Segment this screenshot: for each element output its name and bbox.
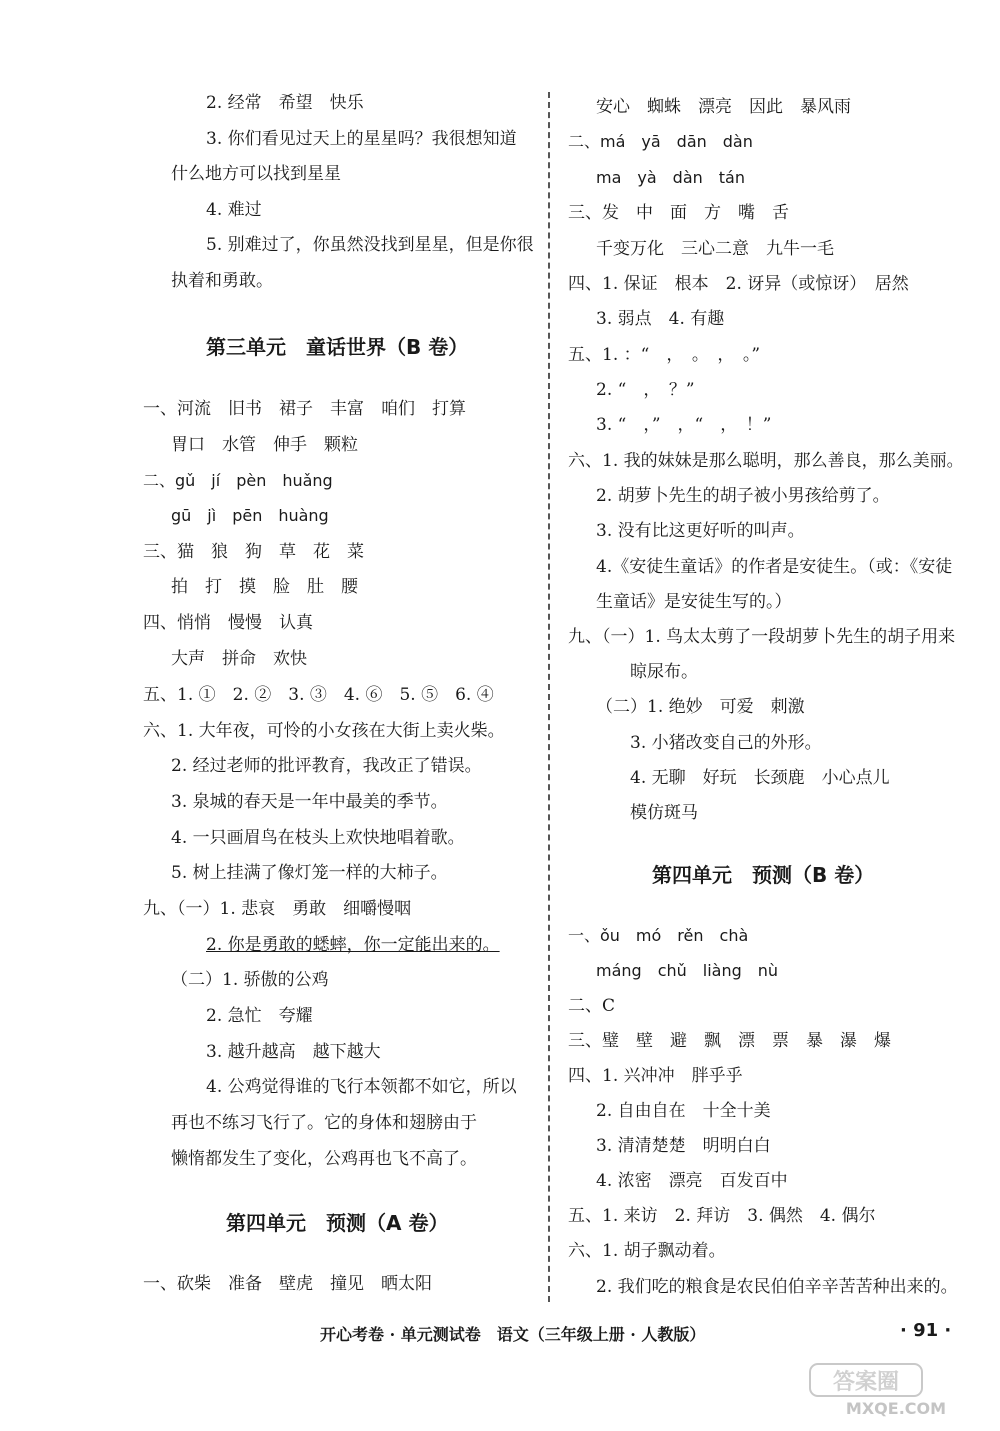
- answer-line: 2. 经常 希望 快乐: [206, 93, 364, 113]
- page-footer: [0, 1318, 1000, 1350]
- answer-line: 2. 经过老师的批评教育，我改正了错误。: [171, 756, 482, 776]
- answer-line: 九、（一）1. 鸟太太剪了一段胡萝卜先生的胡子用来: [568, 627, 956, 647]
- answer-line: 一、砍柴 准备 壁虎 撞见 晒太阳: [143, 1274, 432, 1294]
- answer-line: 4. 难过: [206, 200, 262, 220]
- answer-line: 什么地方可以找到星星: [171, 164, 341, 184]
- answer-line: 三、发 中 面 方 嘴 舌: [568, 203, 789, 223]
- answer-line: 六、1. 大年夜，可怜的小女孩在大街上卖火柴。: [143, 721, 505, 741]
- answer-line: 3. “ ，” ，“ ， ！”: [596, 415, 772, 435]
- answer-line: 执着和勇敢。: [171, 271, 273, 291]
- answer-line: 五、1. 来访 2. 拜访 3. 偶然 4. 偶尔: [568, 1206, 876, 1226]
- answer-line: 四、悄悄 慢慢 认真: [143, 613, 313, 633]
- answer-line: 四、1. 保证 根本 2. 讶异（或惊讶） 居然: [568, 274, 909, 294]
- answer-line: 六、1. 我的妹妹是那么聪明，那么善良，那么美丽。: [568, 451, 964, 471]
- answer-line: 安心 蜘蛛 漂亮 因此 暴风雨: [596, 97, 851, 117]
- answer-line: 五、1. ：“ ， 。 ， 。”: [568, 345, 761, 365]
- pinyin-line: 二、má yā dān dàn: [568, 132, 753, 151]
- answer-line: 2. “ ， ？”: [596, 380, 695, 400]
- pinyin-line: máng chǔ liàng nù: [596, 961, 779, 980]
- answer-line: 3. 小猪改变自己的外形。: [630, 733, 822, 753]
- answer-line: 千变万化 三心二意 九牛一毛: [596, 239, 834, 259]
- answer-line: 2. 你是勇敢的蟋蟀，你一定能出来的。: [206, 935, 500, 955]
- pinyin-line: 二、gǔ jí pèn huǎng: [143, 471, 333, 490]
- answer-line: 4. 一只画眉鸟在枝头上欢快地唱着歌。: [171, 828, 465, 848]
- answer-line: 5. 别难过了，你虽然没找到星星，但是你很: [206, 235, 534, 255]
- pinyin-line: ma yà dàn tán: [596, 168, 745, 187]
- answer-line: 拍 打 摸 脸 肚 腰: [171, 577, 358, 597]
- pinyin-line: 一、ǒu mó rěn chà: [568, 926, 749, 945]
- answer-line: 懒惰都发生了变化，公鸡再也飞不高了。: [171, 1149, 477, 1169]
- answer-line: （二）1. 绝妙 可爱 刺激: [596, 697, 805, 717]
- answer-line: 3. 泉城的春天是一年中最美的季节。: [171, 792, 448, 812]
- answer-line: 一、河流 旧书 裙子 丰富 咱们 打算: [143, 399, 466, 419]
- footer-title: 开心考卷 · 单元测试卷 语文（三年级上册 · 人教版）: [320, 1325, 706, 1344]
- answer-line: 2. 我们吃的粮食是农民伯伯辛辛苦苦种出来的。: [596, 1277, 958, 1297]
- answer-line: 再也不练习飞行了。它的身体和翅膀由于: [171, 1113, 477, 1133]
- answer-line: 生童话》是安徒生写的。）: [596, 592, 792, 612]
- section-heading: 第四单元 预测（A 卷）: [226, 1211, 449, 1235]
- answer-line: 模仿斑马: [630, 803, 698, 823]
- answer-line: 三、猫 狼 狗 草 花 菜: [143, 542, 364, 562]
- answer-line: 五、1. ① 2. ② 3. ③ 4. ⑥ 5. ⑤ 6. ④: [143, 685, 494, 705]
- answer-line: 2. 胡萝卜先生的胡子被小男孩给剪了。: [596, 486, 890, 506]
- answer-line: 二、C: [568, 996, 616, 1016]
- answer-line: 晾尿布。: [630, 662, 698, 682]
- answer-line: 六、1. 胡子飘动着。: [568, 1241, 726, 1261]
- answer-line: 三、璧 壁 避 飘 漂 票 暴 瀑 爆: [568, 1031, 891, 1051]
- answer-line: 3. 你们看见过天上的星星吗？我很想知道: [206, 129, 517, 149]
- watermark-logo-text: 答案圈: [832, 1370, 900, 1395]
- answer-line: 2. 急忙 夸耀: [206, 1006, 313, 1026]
- answer-line: 3. 没有比这更好听的叫声。: [596, 521, 805, 541]
- section-heading: 第三单元 童话世界（B 卷）: [206, 335, 469, 359]
- answer-line: 胃口 水管 伸手 颗粒: [171, 435, 358, 455]
- page-number: · 91 ·: [900, 1320, 952, 1341]
- answer-line: 2. 自由自在 十全十美: [596, 1101, 771, 1121]
- answer-line: 4. 公鸡觉得谁的飞行本领都不如它，所以: [206, 1077, 517, 1097]
- answer-line: 4. 无聊 好玩 长颈鹿 小心点儿: [630, 768, 890, 788]
- answer-line: （二）1. 骄傲的公鸡: [171, 970, 329, 990]
- answer-line: 4.《安徒生童话》的作者是安徒生。（或：《安徒: [596, 557, 953, 577]
- column-divider: [548, 92, 550, 1302]
- pinyin-line: gū jì pēn huàng: [171, 506, 329, 525]
- answer-line: 3. 越升越高 越下越大: [206, 1042, 381, 1062]
- answer-line: 四、1. 兴冲冲 胖乎乎: [568, 1066, 743, 1086]
- section-heading: 第四单元 预测（B 卷）: [652, 863, 875, 887]
- answer-line: 3. 弱点 4. 有趣: [596, 309, 725, 329]
- watermark-logo: [808, 1362, 984, 1418]
- answer-line: 3. 清清楚楚 明明白白: [596, 1136, 771, 1156]
- answer-line: 4. 浓密 漂亮 百发百中: [596, 1171, 788, 1191]
- watermark-site-text: MXQE.COM: [845, 1399, 947, 1418]
- answer-line: 九、（一）1. 悲哀 勇敢 细嚼慢咽: [143, 899, 412, 919]
- answer-line: 大声 拼命 欢快: [171, 649, 307, 669]
- answer-line: 5. 树上挂满了像灯笼一样的大柿子。: [171, 863, 448, 883]
